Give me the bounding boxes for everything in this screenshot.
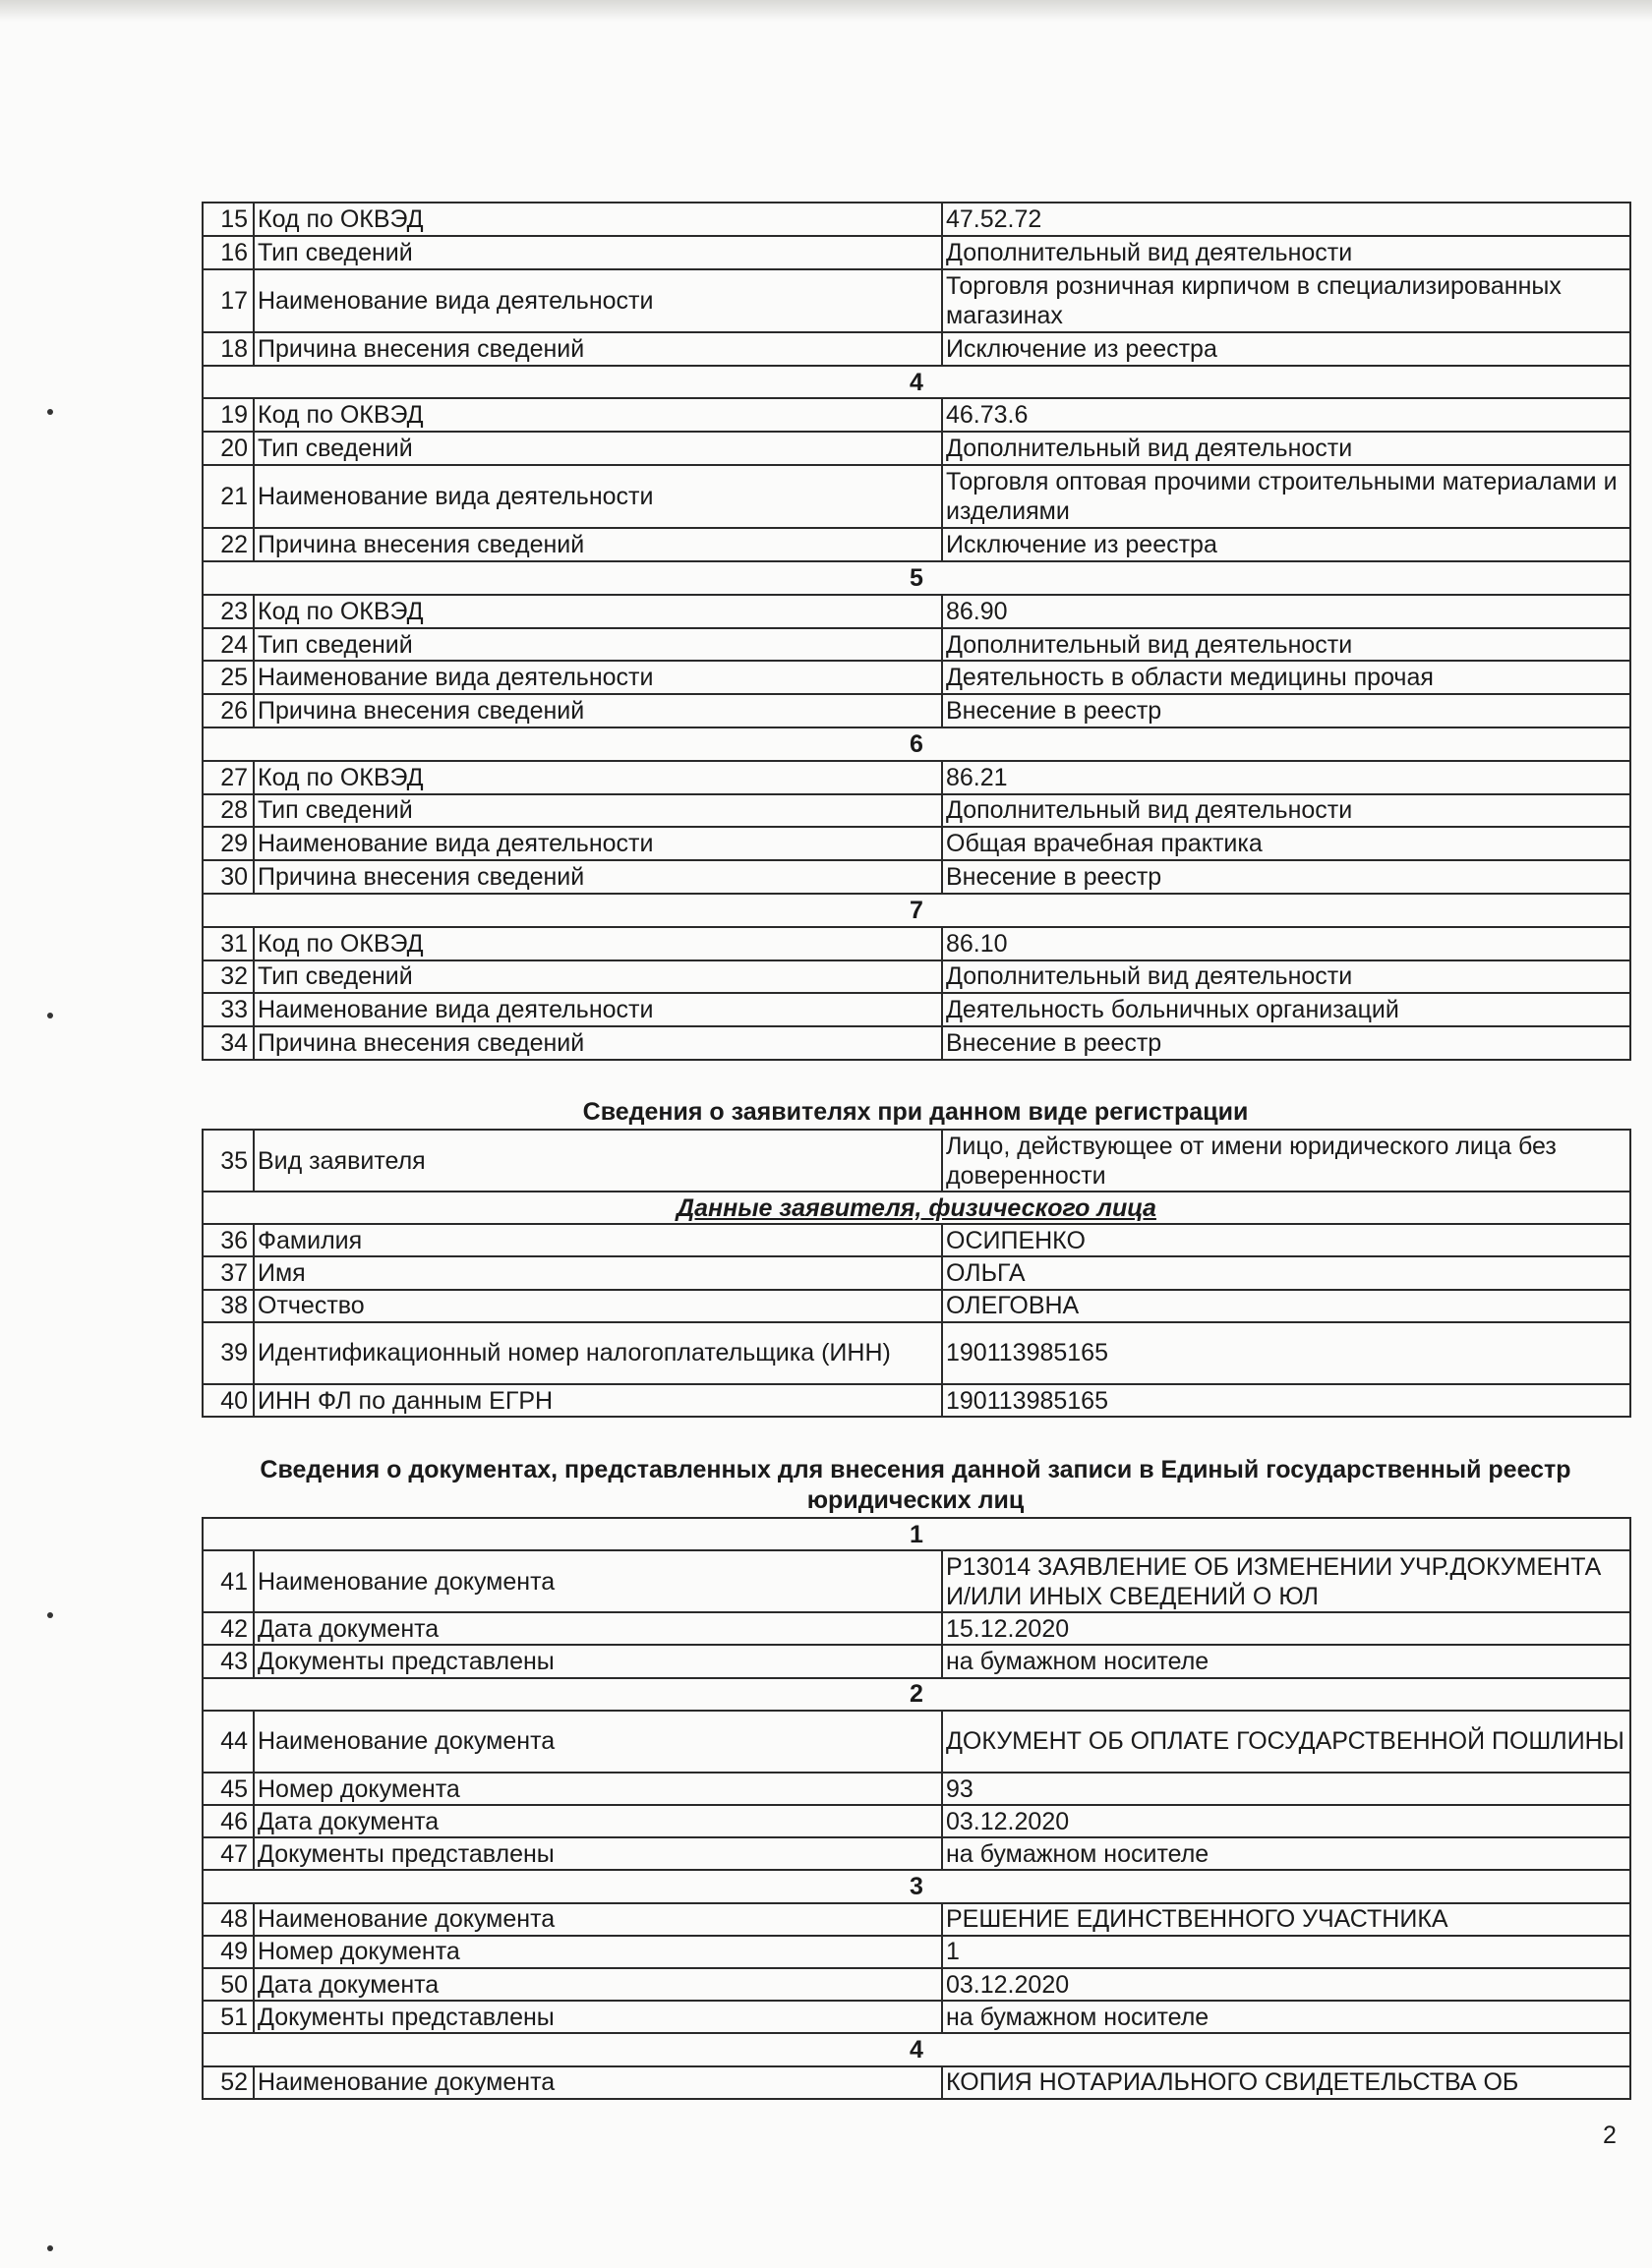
table-row <box>203 398 1630 432</box>
row-number: 44 <box>203 1711 254 1773</box>
field-label: Дата документа <box>254 1612 942 1645</box>
group-label: 6 <box>203 727 1630 761</box>
field-label: Тип сведений <box>254 432 942 465</box>
row-number: 35 <box>203 1130 254 1192</box>
table-row <box>203 628 1630 662</box>
table-row <box>203 332 1630 366</box>
group-header-row <box>203 1870 1630 1902</box>
row-number: 33 <box>203 993 254 1026</box>
table-row <box>203 1936 1630 1968</box>
field-label: Тип сведений <box>254 960 942 994</box>
row-number: 48 <box>203 1903 254 1936</box>
table-row <box>203 794 1630 828</box>
field-label: Номер документа <box>254 1773 942 1805</box>
field-value: 15.12.2020 <box>942 1612 1630 1645</box>
table-row <box>203 1550 1630 1612</box>
table-row <box>203 1322 1630 1384</box>
scan-speck <box>47 409 53 415</box>
field-label: Код по ОКВЭД <box>254 761 942 794</box>
field-value: 93 <box>942 1773 1630 1805</box>
row-number: 34 <box>203 1026 254 1060</box>
row-number: 26 <box>203 694 254 727</box>
scan-speck <box>47 2245 53 2251</box>
row-number: 18 <box>203 332 254 366</box>
field-value: на бумажном носителе <box>942 2001 1630 2033</box>
field-label: Наименование вида деятельности <box>254 827 942 860</box>
scan-speck <box>47 1013 53 1018</box>
field-value: Дополнительный вид деятельности <box>942 794 1630 828</box>
row-number: 27 <box>203 761 254 794</box>
group-label: 3 <box>203 1870 1630 1902</box>
field-value: Исключение из реестра <box>942 528 1630 561</box>
field-label: Причина внесения сведений <box>254 528 942 561</box>
field-label: Вид заявителя <box>254 1130 942 1192</box>
row-number: 46 <box>203 1805 254 1837</box>
field-value: 86.21 <box>942 761 1630 794</box>
field-value: на бумажном носителе <box>942 1645 1630 1677</box>
table-row <box>203 1026 1630 1060</box>
field-value: 190113985165 <box>942 1322 1630 1384</box>
table-row <box>203 465 1630 528</box>
table-row <box>203 694 1630 727</box>
field-label: Имя <box>254 1256 942 1289</box>
table-row <box>203 1773 1630 1805</box>
table-row <box>203 1837 1630 1870</box>
group-label: 1 <box>203 1518 1630 1550</box>
table-row <box>203 1290 1630 1322</box>
group-header-row <box>203 1678 1630 1711</box>
field-value: Лицо, действующее от имени юридического лица без доверенности <box>942 1130 1630 1192</box>
field-value: РЕШЕНИЕ ЕДИНСТВЕННОГО УЧАСТНИКА <box>942 1903 1630 1936</box>
table-row <box>203 2001 1630 2033</box>
field-label: Наименование вида деятельности <box>254 465 942 528</box>
field-label: Наименование документа <box>254 1903 942 1936</box>
table-row <box>203 1224 1630 1256</box>
table-row <box>203 236 1630 269</box>
row-number: 23 <box>203 595 254 628</box>
subgroup-header-row <box>203 1192 1630 1224</box>
field-value: 03.12.2020 <box>942 1805 1630 1837</box>
field-value: 86.10 <box>942 927 1630 960</box>
activities-table <box>202 202 1631 1061</box>
table-row <box>203 761 1630 794</box>
applicants-heading: Сведения о заявителях при данном виде регистрации <box>582 1098 1249 1126</box>
field-label: Причина внесения сведений <box>254 860 942 894</box>
row-number: 17 <box>203 269 254 332</box>
field-label: Код по ОКВЭД <box>254 398 942 432</box>
field-label: Причина внесения сведений <box>254 332 942 366</box>
scan-speck <box>47 1612 53 1618</box>
row-number: 21 <box>203 465 254 528</box>
table-row <box>203 1645 1630 1677</box>
group-label: Данные заявителя, физического лица <box>203 1192 1630 1224</box>
field-value: ОЛЬГА <box>942 1256 1630 1289</box>
row-number: 50 <box>203 1968 254 2001</box>
table-row <box>203 1256 1630 1289</box>
field-value: 03.12.2020 <box>942 1968 1630 2001</box>
row-number: 41 <box>203 1550 254 1612</box>
field-value: ОСИПЕНКО <box>942 1224 1630 1256</box>
row-number: 45 <box>203 1773 254 1805</box>
field-label: Код по ОКВЭД <box>254 595 942 628</box>
field-label: Причина внесения сведений <box>254 1026 942 1060</box>
table-row <box>203 528 1630 561</box>
field-value: Внесение в реестр <box>942 860 1630 894</box>
field-label: Наименование вида деятельности <box>254 269 942 332</box>
group-label: 2 <box>203 1678 1630 1711</box>
field-value: 47.52.72 <box>942 203 1630 236</box>
field-label: Код по ОКВЭД <box>254 203 942 236</box>
field-label: Номер документа <box>254 1936 942 1968</box>
row-number: 20 <box>203 432 254 465</box>
row-number: 36 <box>203 1224 254 1256</box>
row-number: 31 <box>203 927 254 960</box>
field-label: Дата документа <box>254 1805 942 1837</box>
table-row <box>203 2066 1630 2099</box>
row-number: 19 <box>203 398 254 432</box>
row-number: 42 <box>203 1612 254 1645</box>
table-row <box>203 827 1630 860</box>
field-value: 46.73.6 <box>942 398 1630 432</box>
table-row <box>203 993 1630 1026</box>
row-number: 30 <box>203 860 254 894</box>
field-value: 1 <box>942 1936 1630 1968</box>
table-row <box>203 1130 1630 1192</box>
documents-table <box>202 1517 1631 2100</box>
table-row <box>203 1903 1630 1936</box>
field-value: Дополнительный вид деятельности <box>942 960 1630 994</box>
field-label: Наименование документа <box>254 2066 942 2099</box>
field-value: Дополнительный вид деятельности <box>942 236 1630 269</box>
row-number: 28 <box>203 794 254 828</box>
table-row <box>203 1805 1630 1837</box>
field-label: Идентификационный номер налогоплательщика (ИНН) <box>254 1322 942 1384</box>
field-value: Общая врачебная практика <box>942 827 1630 860</box>
table-row <box>203 661 1630 694</box>
row-number: 24 <box>203 628 254 662</box>
table-row <box>203 860 1630 894</box>
field-label: Наименование вида деятельности <box>254 993 942 1026</box>
table-row <box>203 1711 1630 1773</box>
row-number: 43 <box>203 1645 254 1677</box>
field-value: на бумажном носителе <box>942 1837 1630 1870</box>
field-label: Наименование вида деятельности <box>254 661 942 694</box>
field-value: 190113985165 <box>942 1384 1630 1417</box>
row-number: 51 <box>203 2001 254 2033</box>
row-number: 16 <box>203 236 254 269</box>
group-header-row <box>203 2033 1630 2065</box>
row-number: 40 <box>203 1384 254 1417</box>
field-label: Документы представлены <box>254 2001 942 2033</box>
table-row <box>203 432 1630 465</box>
field-value: Деятельность в области медицины прочая <box>942 661 1630 694</box>
table-row <box>203 1384 1630 1417</box>
field-value: Р13014 ЗАЯВЛЕНИЕ ОБ ИЗМЕНЕНИИ УЧР.ДОКУМЕНТА И/ИЛИ ИНЫХ СВЕДЕНИЙ О ЮЛ <box>942 1550 1630 1612</box>
table-row <box>203 269 1630 332</box>
group-header-row <box>203 1518 1630 1550</box>
field-label: ИНН ФЛ по данным ЕГРН <box>254 1384 942 1417</box>
group-label: 4 <box>203 2033 1630 2065</box>
field-label: Наименование документа <box>254 1711 942 1773</box>
field-value: Внесение в реестр <box>942 1026 1630 1060</box>
table-row <box>203 1612 1630 1645</box>
field-label: Отчество <box>254 1290 942 1322</box>
field-value: Исключение из реестра <box>942 332 1630 366</box>
row-number: 32 <box>203 960 254 994</box>
field-label: Причина внесения сведений <box>254 694 942 727</box>
scan-shadow <box>0 0 1652 22</box>
documents-heading: Сведения о документах, представленных для внесения данной записи в Единый государственный реестр юридических лиц <box>260 1456 1571 1514</box>
field-value: Торговля розничная кирпичом в специализированных магазинах <box>942 269 1630 332</box>
row-number: 15 <box>203 203 254 236</box>
row-number: 52 <box>203 2066 254 2099</box>
field-value: Деятельность больничных организаций <box>942 993 1630 1026</box>
row-number: 49 <box>203 1936 254 1968</box>
field-value: КОПИЯ НОТАРИАЛЬНОГО СВИДЕТЕЛЬСТВА ОБ <box>942 2066 1630 2099</box>
field-value: ДОКУМЕНТ ОБ ОПЛАТЕ ГОСУДАРСТВЕННОЙ ПОШЛИНЫ <box>942 1711 1630 1773</box>
field-value: Дополнительный вид деятельности <box>942 432 1630 465</box>
field-value: Дополнительный вид деятельности <box>942 628 1630 662</box>
field-value: Внесение в реестр <box>942 694 1630 727</box>
field-value: ОЛЕГОВНА <box>942 1290 1630 1322</box>
field-label: Тип сведений <box>254 236 942 269</box>
field-label: Фамилия <box>254 1224 942 1256</box>
table-row <box>203 1968 1630 2001</box>
field-label: Тип сведений <box>254 628 942 662</box>
group-header-row <box>203 894 1630 927</box>
field-value: Торговля оптовая прочими строительными материалами и изделиями <box>942 465 1630 528</box>
applicants-table <box>202 1129 1631 1418</box>
row-number: 39 <box>203 1322 254 1384</box>
row-number: 47 <box>203 1837 254 1870</box>
field-value: 86.90 <box>942 595 1630 628</box>
field-label: Код по ОКВЭД <box>254 927 942 960</box>
group-header-row <box>203 727 1630 761</box>
group-header-row <box>203 366 1630 399</box>
group-header-row <box>203 561 1630 595</box>
field-label: Наименование документа <box>254 1550 942 1612</box>
group-label: 7 <box>203 894 1630 927</box>
group-label: 5 <box>203 561 1630 595</box>
field-label: Документы представлены <box>254 1837 942 1870</box>
table-row <box>203 595 1630 628</box>
table-row <box>203 960 1630 994</box>
row-number: 22 <box>203 528 254 561</box>
row-number: 29 <box>203 827 254 860</box>
group-label: 4 <box>203 366 1630 399</box>
row-number: 38 <box>203 1290 254 1322</box>
row-number: 37 <box>203 1256 254 1289</box>
page-number: 2 <box>1603 2122 1617 2149</box>
table-row <box>203 927 1630 960</box>
field-label: Тип сведений <box>254 794 942 828</box>
table-row <box>203 203 1630 236</box>
row-number: 25 <box>203 661 254 694</box>
field-label: Дата документа <box>254 1968 942 2001</box>
field-label: Документы представлены <box>254 1645 942 1677</box>
